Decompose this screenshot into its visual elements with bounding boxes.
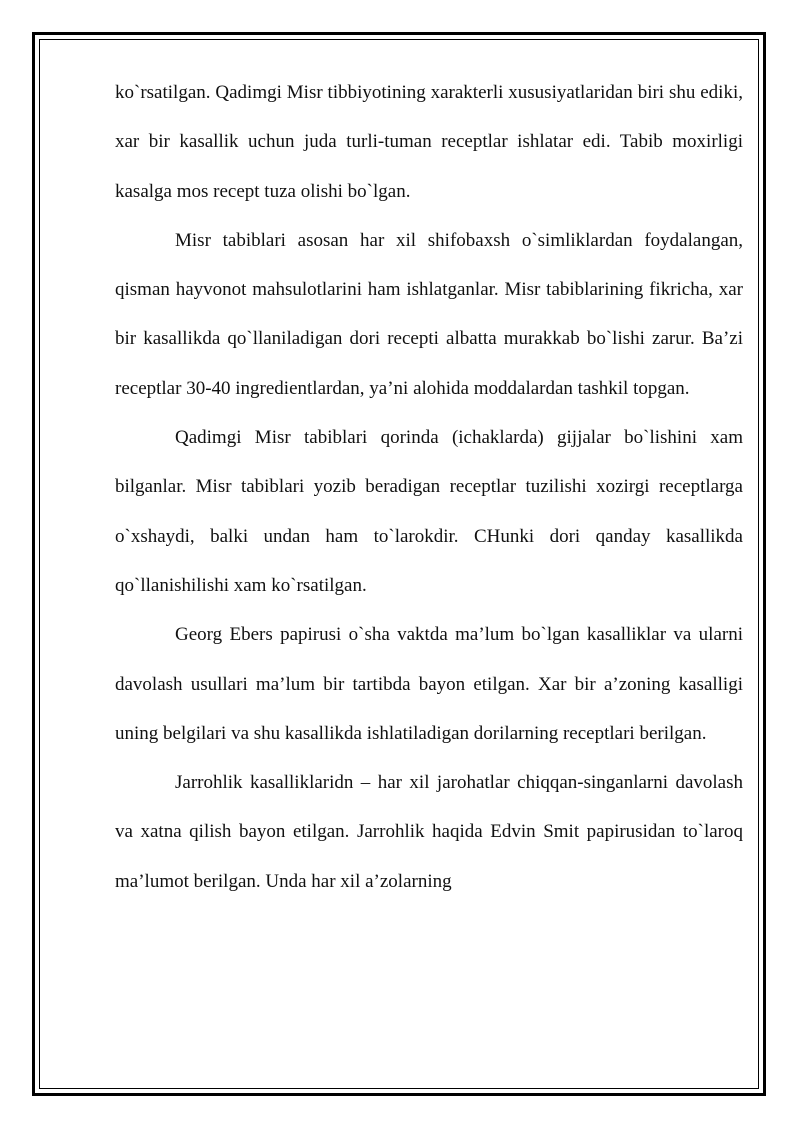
paragraph-3: Qadimgi Misr tabiblari qorinda (ichaklarda) gijjalar bo`lishini xam bilganlar. Misr tabiblari yozib beradigan receptlar tuzilishi xozirgi receptlarga o`xshaydi, balki undan ham to`larokdir. CHunki dori qanday kasallikda qo`llanishilishi xam ko`rsatilgan. [115,427,743,596]
paragraph-1: ko`rsatilgan. Qadimgi Misr tibbiyotining xarakterli xususiyatlaridan biri shu ediki, xar bir kasallik uchun juda turli-tuman receptlar ishlatar edi. Tabib moxirligi kasalga mos recept tuza olishi bo`lgan. [115,82,743,202]
paragraph-5: Jarrohlik kasalliklaridn – har xil jarohatlar chiqqan-singanlarni davolash va xatna qilish bayon etilgan. Jarrohlik haqida Edvin Smit papirusidan to`laroq ma’lumot berilgan. Unda har xil a’zolarning [115,772,743,892]
paragraph-2: Misr tabiblari asosan har xil shifobaxsh o`simliklardan foydalangan, qisman hayvonot mahsulotlarini ham ishlatganlar. Misr tabiblarining fikricha, xar bir kasallikda qo`llaniladigan dori recepti albatta murakkab bo`lishi zarur. Ba’zi receptlar 30-40 ingredientlardan, ya’ni alohida moddalardan tashkil topgan. [115,229,743,399]
paragraph-4: Georg Ebers papirusi o`sha vaktda ma’lum bo`lgan kasalliklar va ularni davolash usullari ma’lum bir tartibda bayon etilgan. Xar bir a’zoning kasalligi uning belgilari va shu kasallikda ishlatiladigan dorilarning receptlari berilgan. [115,624,743,744]
document-body [115,68,743,906]
